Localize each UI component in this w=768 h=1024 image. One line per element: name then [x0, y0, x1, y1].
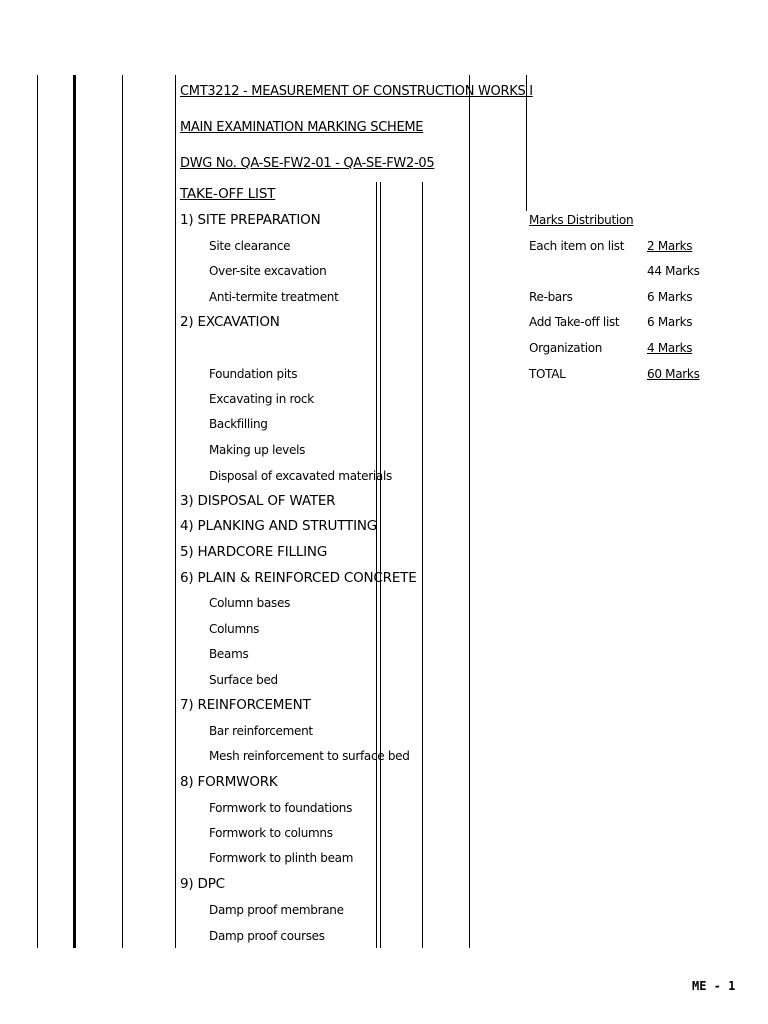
list-item: Mesh reinforcement to surface bed	[209, 749, 410, 763]
list-item: Formwork to foundations	[209, 801, 353, 815]
marks-label: Organization	[529, 341, 603, 355]
list-item: Column bases	[209, 596, 291, 610]
rule-line	[122, 75, 123, 948]
section-title: 4) PLANKING AND STRUTTING	[180, 518, 378, 534]
section-title: 1) SITE PREPARATION	[180, 212, 321, 228]
list-item: Site clearance	[209, 239, 291, 253]
list-item: Surface bed	[209, 673, 278, 687]
section-title: 6) PLAIN & REINFORCED CONCRETE	[180, 570, 417, 586]
marks-total-label: TOTAL	[529, 367, 566, 381]
marks-value: 6 Marks	[647, 315, 693, 329]
list-item: Formwork to plinth beam	[209, 851, 354, 865]
rule-line	[37, 75, 38, 948]
rule-line	[422, 182, 423, 948]
page-number: ME - 1	[692, 979, 736, 993]
rule-line	[469, 75, 470, 948]
list-item: Formwork to columns	[209, 826, 333, 840]
list-item: Anti-termite treatment	[209, 290, 339, 304]
rule-line	[380, 182, 381, 948]
marks-label: Add Take-off list	[529, 315, 620, 329]
marks-value: 44 Marks	[647, 264, 700, 278]
section-title: 8) FORMWORK	[180, 774, 278, 790]
section-title: 2) EXCAVATION	[180, 314, 280, 330]
list-item: Making up levels	[209, 443, 306, 457]
section-title: 9) DPC	[180, 876, 225, 892]
marks-label: Each item on list	[529, 239, 625, 253]
list-item: Columns	[209, 622, 260, 636]
list-item: Beams	[209, 647, 249, 661]
marks-label: Re-bars	[529, 290, 573, 304]
scheme-title: MAIN EXAMINATION MARKING SCHEME	[180, 120, 424, 135]
list-item: Disposal of excavated materials	[209, 469, 392, 483]
list-item: Excavating in rock	[209, 392, 314, 406]
rule-line	[73, 75, 76, 948]
rule-line	[376, 182, 377, 948]
drawing-number: DWG No. QA-SE-FW2-01 - QA-SE-FW2-05	[180, 156, 435, 171]
marks-value: 4 Marks	[647, 341, 693, 355]
list-item: Foundation pits	[209, 367, 298, 381]
list-item: Over-site excavation	[209, 264, 327, 278]
section-title: 3) DISPOSAL OF WATER	[180, 493, 336, 509]
take-off-list-title: TAKE-OFF LIST	[180, 186, 276, 202]
list-item: Backfilling	[209, 417, 268, 431]
section-title: 7) REINFORCEMENT	[180, 697, 311, 713]
marks-title: Marks Distribution	[529, 213, 634, 227]
list-item: Damp proof membrane	[209, 903, 344, 917]
rule-line	[175, 75, 176, 948]
marks-value: 6 Marks	[647, 290, 693, 304]
list-item: Damp proof courses	[209, 929, 325, 943]
marks-total-value: 60 Marks	[647, 367, 700, 381]
list-item: Bar reinforcement	[209, 724, 313, 738]
marks-value: 2 Marks	[647, 239, 693, 253]
course-title: CMT3212 - MEASUREMENT OF CONSTRUCTION WORKS I	[180, 84, 533, 99]
section-title: 5) HARDCORE FILLING	[180, 544, 328, 560]
